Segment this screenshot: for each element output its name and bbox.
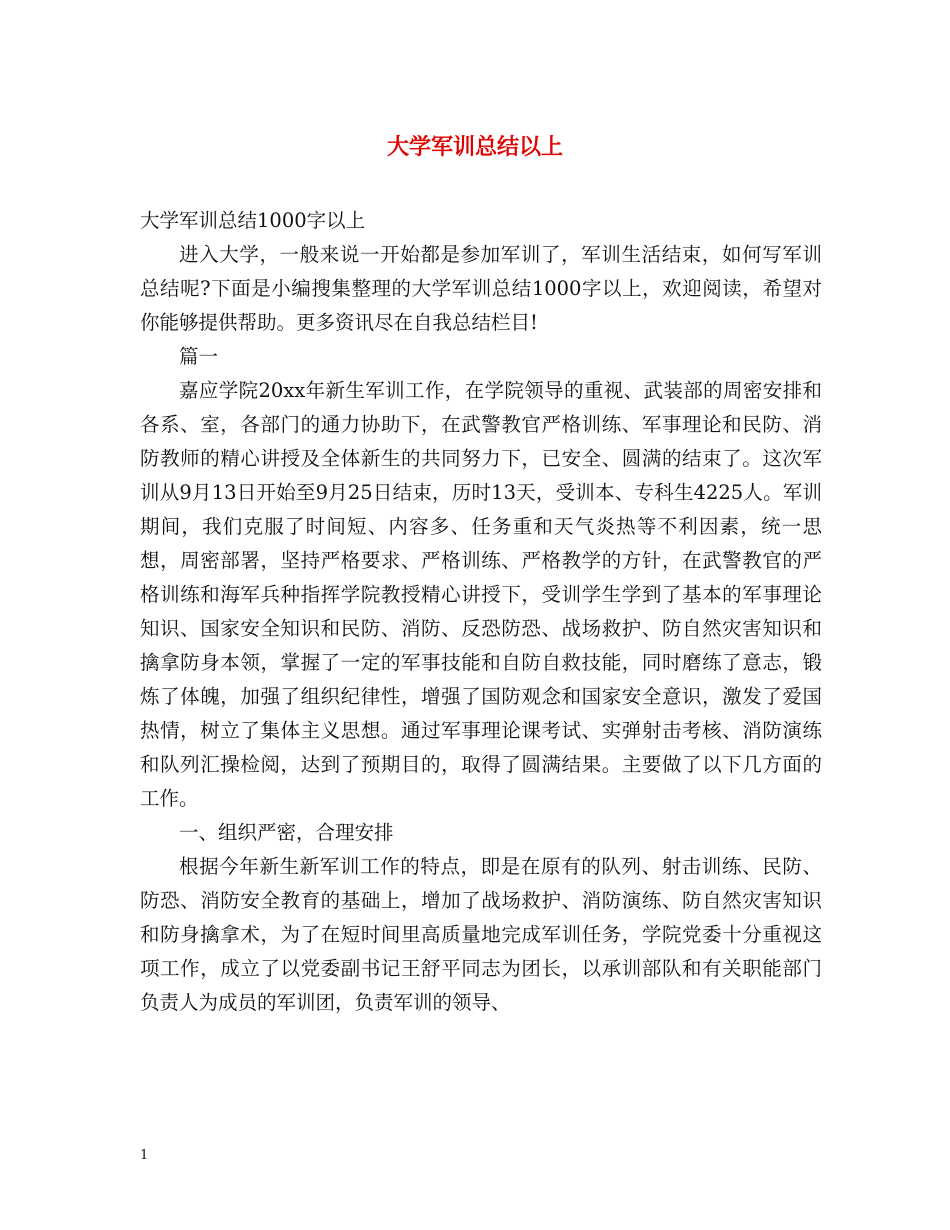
organization-paragraph: 根据今年新生新军训工作的特点，即是在原有的队列、射击训练、民防、防恐、消防安全教育的基础上，增加了战场救护、消防演练、防自然灾害知识和防身擒拿术，为了在短时间里高质量地完成军训任务，学院党委十分重视这项工作，成立了以党委副书记王舒平同志为团长，以承训部队和有关职能部门负责人为成员的军训团，负责军训的领导、: [140, 855, 822, 1014]
section-heading-part-one: 篇一: [179, 345, 219, 368]
subtitle-paragraph: 大学军训总结1000字以上: [140, 209, 366, 232]
section-heading-organization: 一、组织严密，合理安排: [179, 821, 394, 844]
intro-paragraph: 进入大学，一般来说一开始都是参加军训了，军训生活结束，如何写军训总结呢?下面是小编搜集整理的大学军训总结1000字以上，欢迎阅读，希望对你能够提供帮助。更多资讯尽在自我总结栏目!: [140, 243, 822, 334]
summary-paragraph: 嘉应学院20xx年新生军训工作，在学院领导的重视、武装部的周密安排和各系、室，各部门的通力协助下，在武警教官严格训练、军事理论和民防、消防教师的精心讲授及全体新生的共同努力下，已安全、圆满的结束了。这次军训从9月13日开始至9月25日结束，历时13天，受训本、专科生4225人。军训期间，我们克服了时间短、内容多、任务重和天气炎热等不利因素，统一思想，周密部署，坚持严格要求、严格训练、严格教学的方针，在武警教官的严格训练和海军兵种指挥学院教授精心讲授下，受训学生学到了基本的军事理论知识、国家安全知识和民防、消防、反恐防恐、战场救护、防自然灾害知识和擒拿防身本领，掌握了一定的军事技能和自防自救技能，同时磨练了意志，锻炼了体魄，加强了组织纪律性，增强了国防观念和国家安全意识，激发了爱国热情，树立了集体主义思想。通过军事理论课考试、实弹射击考核、消防演练和队列汇操检阅，达到了预期目的，取得了圆满结果。主要做了以下几方面的工作。: [140, 379, 822, 810]
document-body: [140, 204, 822, 1020]
page-number: 1: [140, 1148, 149, 1163]
document-title: 大学军训总结以上: [386, 135, 563, 160]
